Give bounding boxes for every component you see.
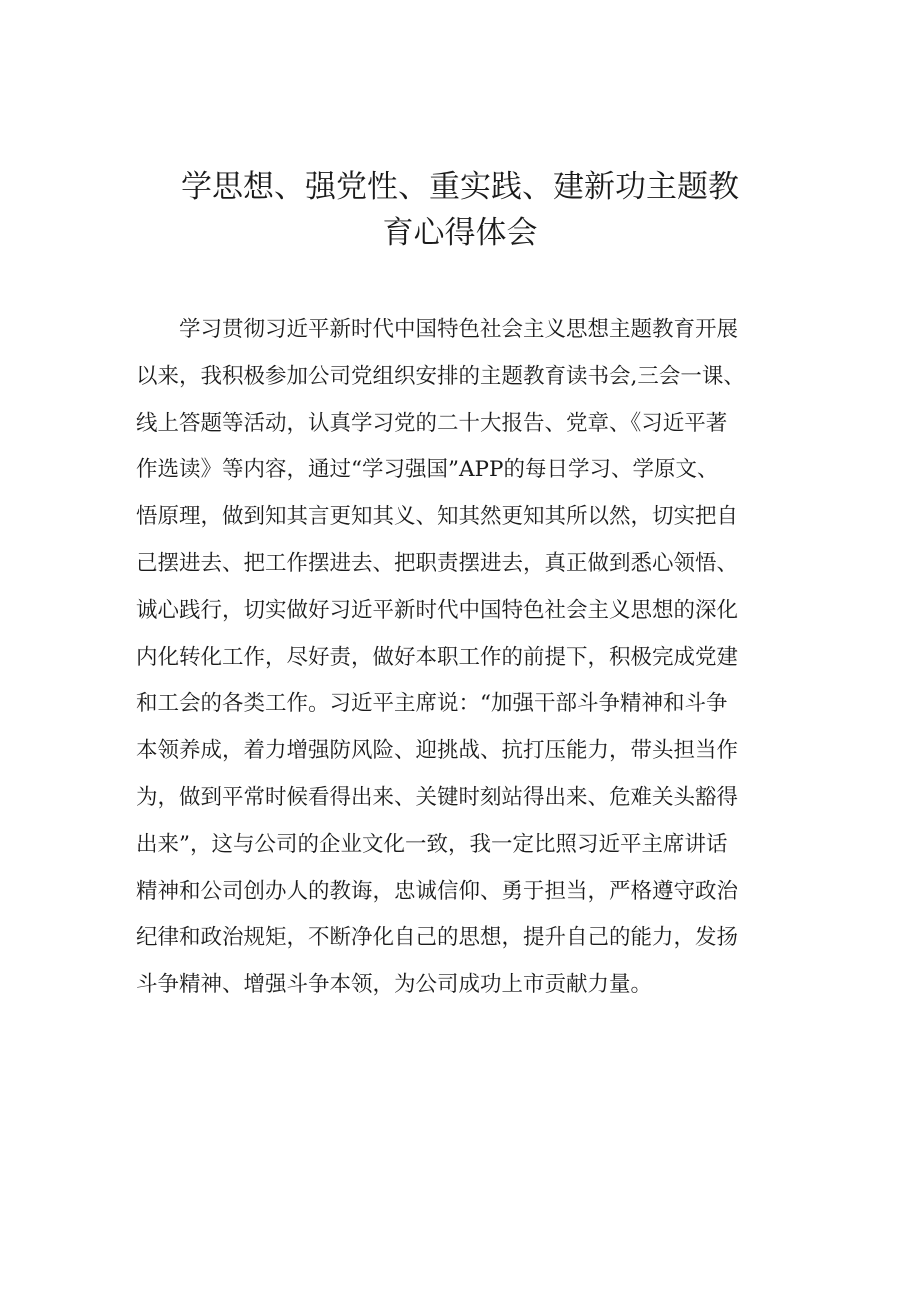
body-line: 诚心践行，切实做好习近平新时代中国特色社会主义思想的深化 [136,597,739,623]
body-line: 斗争精神、增强斗争本领，为公司成功上市贡献力量。 [136,972,653,998]
body-line: 己摆进去、把工作摆进去、把职责摆进去，真正做到悉心领悟、 [136,550,739,576]
body-line: 本领养成，着力增强防风险、迎挑战、抗打压能力，带头担当作 [136,738,739,764]
title-line: 学思想、强党性、重实践、建新功主题教 [181,169,739,205]
body-line: 出来”，这与公司的企业文化一致，我一定比照习近平主席讲话 [136,831,728,857]
body-line: 作选读》等内容，通过“学习强国”APP的每日学习、学原文、 [136,457,719,483]
body-line: 线上答题等活动，认真学习党的二十大报告、党章、《习近平著 [136,410,728,436]
body-paragraph [136,307,816,1009]
document-title [0,164,920,256]
body-line: 内化转化工作，尽好责，做好本职工作的前提下，积极完成党建 [136,644,739,670]
title-line: 育心得体会 [382,215,538,251]
body-line: 和工会的各类工作。习近平主席说：“加强干部斗争精神和斗争 [136,691,728,717]
body-line: 悟原理，做到知其言更知其义、知其然更知其所以然，切实把自 [136,504,739,530]
body-line: 学习贯彻习近平新时代中国特色社会主义思想主题教育开展 [179,317,739,342]
body-line: 以来，我积极参加公司党组织安排的主题教育读书会,三会一课、 [136,363,745,389]
body-line: 纪律和政治规矩，不断净化自己的思想，提升自己的能力，发扬 [136,925,739,951]
body-line: 为，做到平常时候看得出来、关键时刻站得出来、危难关头豁得 [136,784,739,810]
body-line: 精神和公司创办人的教诲，忠诚信仰、勇于担当，严格遵守政治 [136,878,739,904]
